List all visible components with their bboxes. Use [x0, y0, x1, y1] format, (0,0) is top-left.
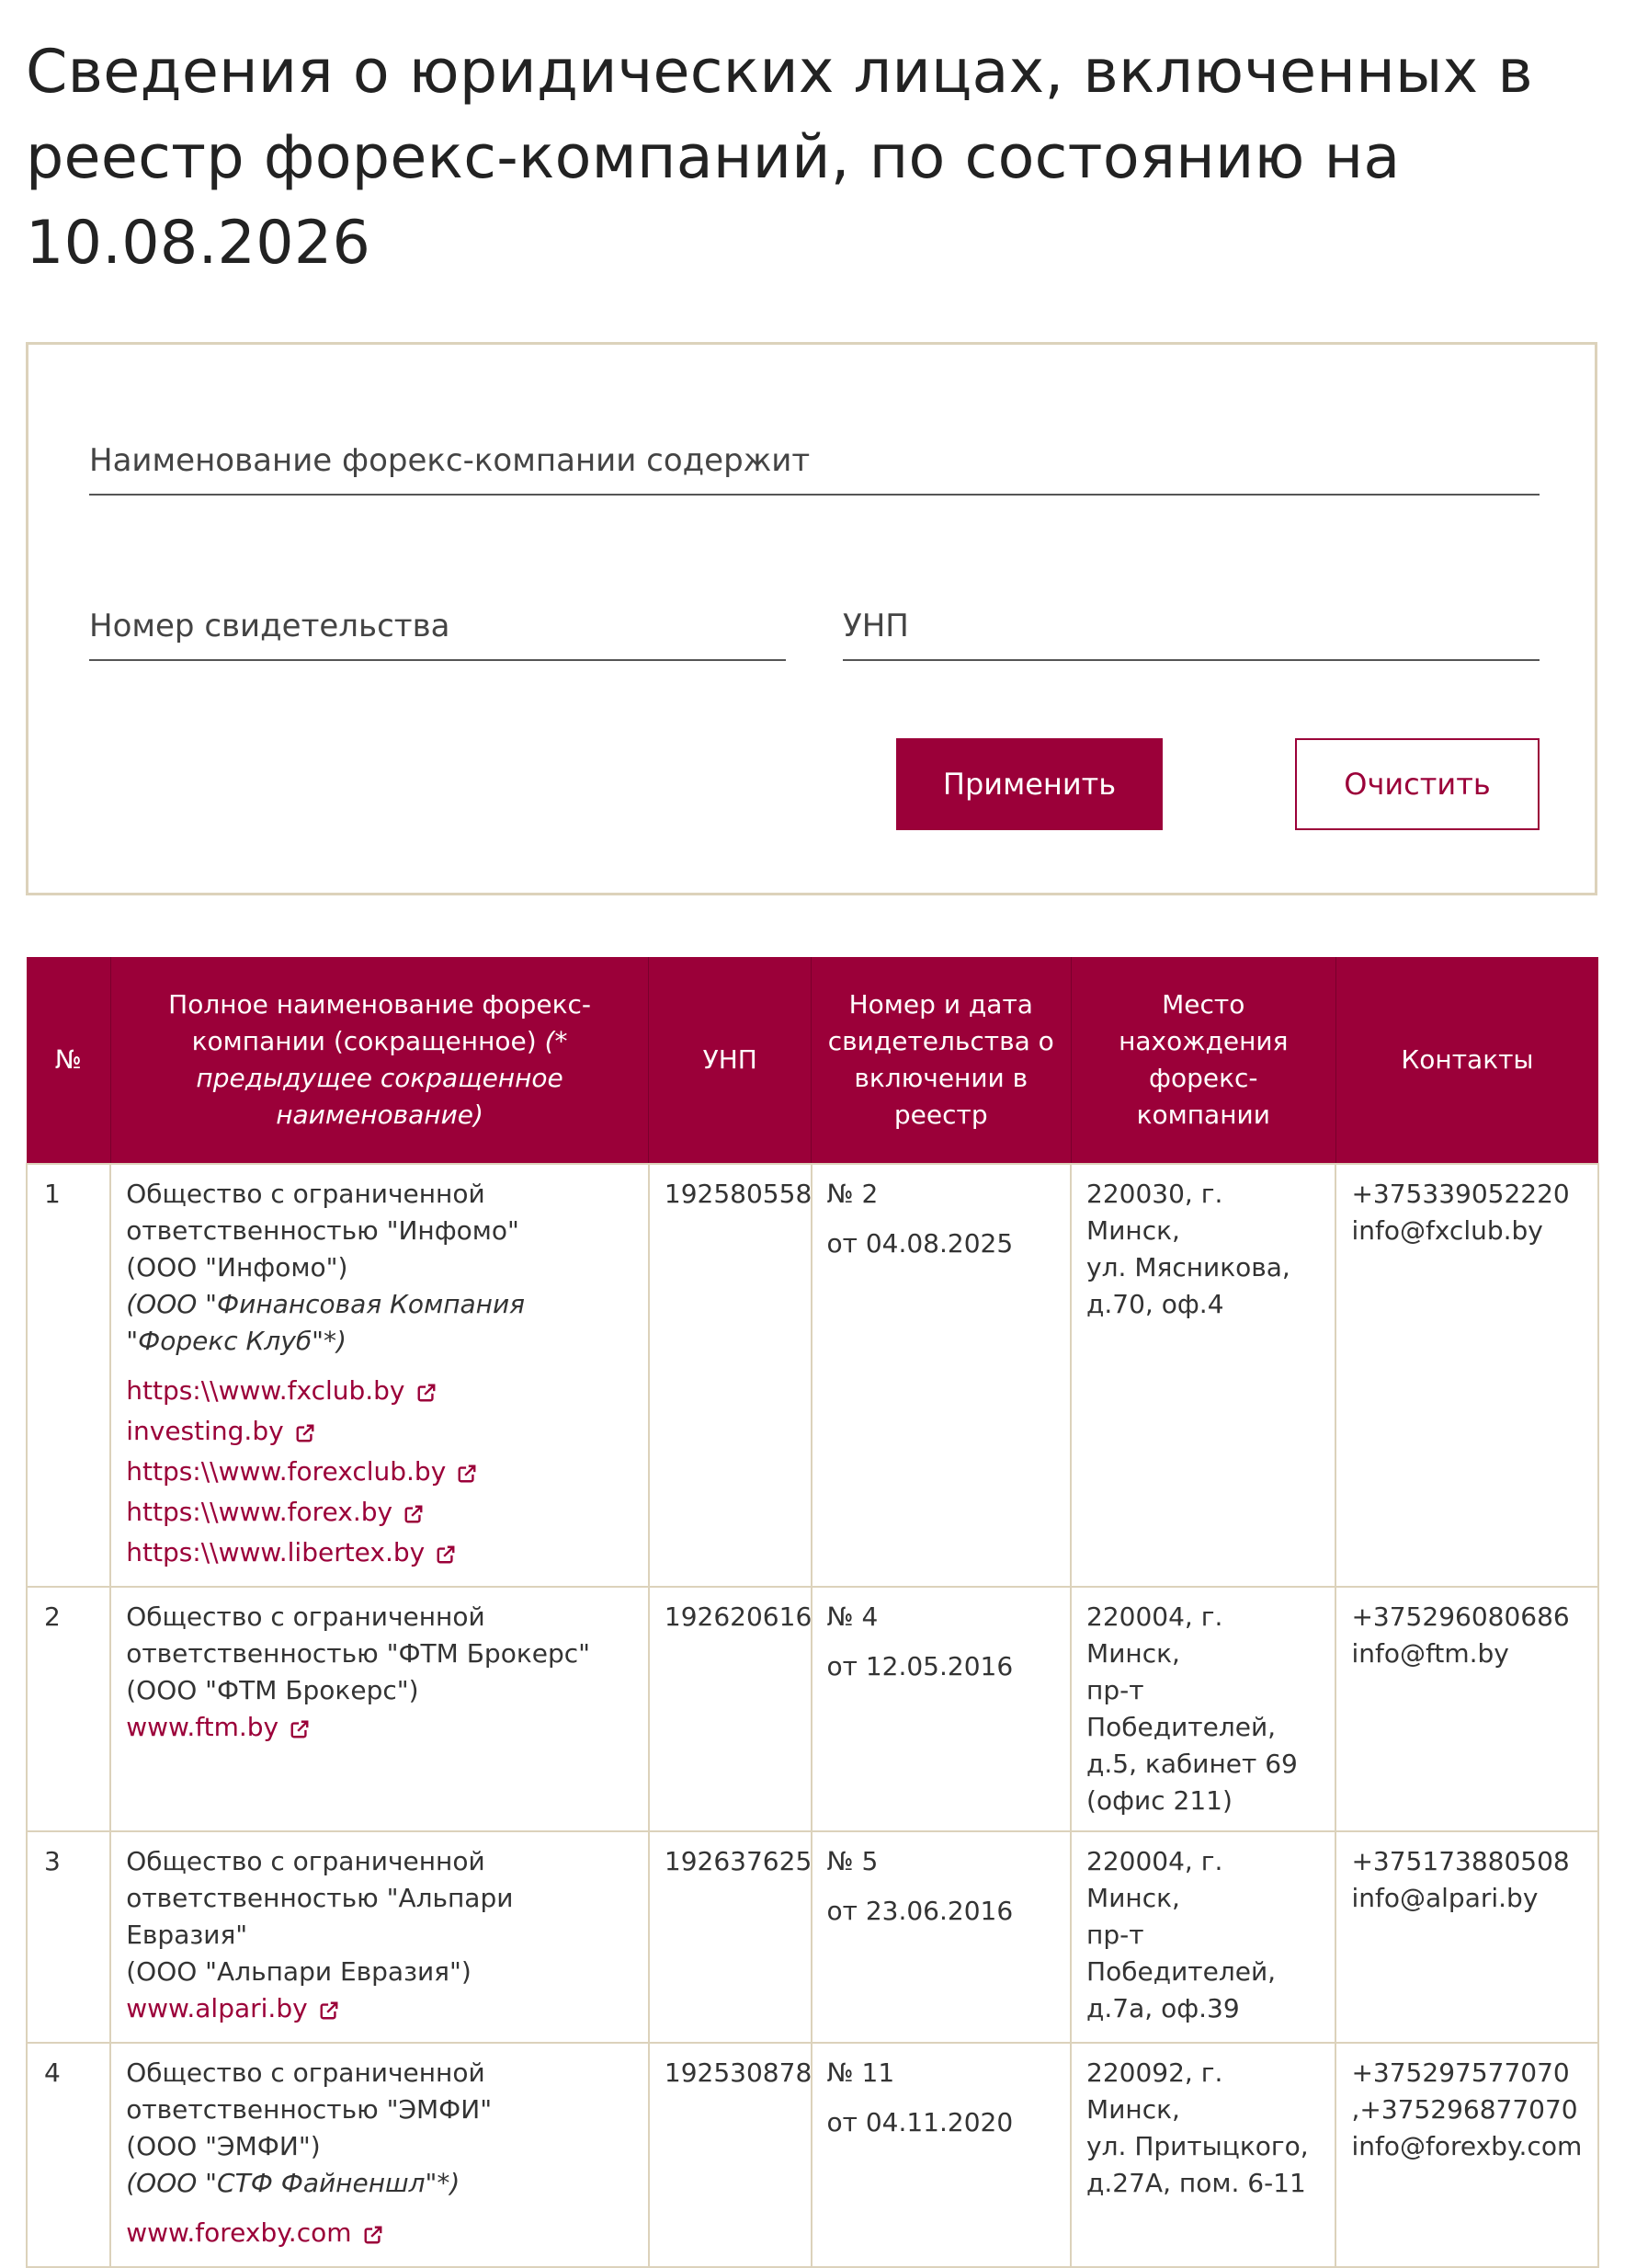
- website-link[interactable]: [126, 1494, 633, 1534]
- certificate-cell: [812, 1164, 1072, 1587]
- company-name-cell: [110, 1831, 649, 2043]
- page-title: Сведения о юридических лицах, включенных в реестр форекс-компаний, по состоянию на 10.08.2026: [26, 38, 1533, 278]
- col-header-unp: УНП: [649, 957, 812, 1164]
- certificate-date: от 23.06.2016: [826, 1896, 1014, 1926]
- row-number: 1: [27, 1164, 110, 1587]
- location-cell: [1071, 2043, 1335, 2267]
- website-link[interactable]: [126, 1453, 633, 1494]
- contact-line: +375297577070: [1351, 2057, 1570, 2088]
- website-link-text: https:\\www.fxclub.by: [126, 1375, 405, 1406]
- external-link-icon: [436, 1538, 456, 1575]
- previous-name: (ООО "Финансовая Компания "Форекс Клуб"*): [126, 1289, 526, 1356]
- location-cell: [1071, 1164, 1335, 1587]
- certificate-cell: [812, 2043, 1072, 2267]
- location-line: ул. Притыцкого,: [1086, 2131, 1309, 2161]
- location-line: д.70, оф.4: [1086, 1289, 1224, 1319]
- website-links: [126, 1709, 633, 1749]
- unp-field: [843, 593, 1540, 661]
- row-number: 4: [27, 2043, 110, 2267]
- external-link-icon: [403, 1498, 424, 1534]
- company-name-line: Общество с ограниченной: [126, 1601, 485, 1632]
- certificate-number: № 5: [826, 1846, 879, 1876]
- contacts-cell: [1335, 1831, 1598, 2043]
- external-link-icon: [319, 1994, 339, 2031]
- company-name-cell: [110, 1164, 649, 1587]
- location-line: д.5, кабинет 69: [1086, 1749, 1298, 1779]
- company-name-line: (ООО "Инфомо"): [126, 1252, 348, 1282]
- certificate-cell: [812, 1587, 1072, 1831]
- col-header-contacts: Контакты: [1335, 957, 1598, 1164]
- contact-line: info@forexby.com: [1351, 2131, 1583, 2161]
- location-line: пр-т Победителей,: [1086, 1920, 1277, 1987]
- company-name-line: Общество с ограниченной: [126, 1846, 485, 1876]
- website-link[interactable]: [126, 2215, 633, 2255]
- certificate-number: № 4: [826, 1601, 879, 1632]
- previous-name: (ООО "СТФ Файненшл"*): [126, 2168, 460, 2198]
- location-line: (офис 211): [1086, 1785, 1233, 1816]
- contact-line: info@alpari.by: [1351, 1883, 1539, 1913]
- col-header-name: [110, 957, 649, 1164]
- contact-line: ,+375296877070: [1351, 2094, 1578, 2125]
- location-line: ул. Мясникова,: [1086, 1252, 1290, 1282]
- table-row: [27, 1164, 1598, 1587]
- contact-line: +375296080686: [1351, 1601, 1570, 1632]
- col-header-no: №: [27, 957, 110, 1164]
- company-name-input[interactable]: [89, 427, 1540, 494]
- col-header-location: Место нахождения форекс-компании: [1071, 957, 1335, 1164]
- certificate-number: № 2: [826, 1179, 879, 1209]
- website-link[interactable]: [126, 1413, 633, 1453]
- company-name-cell: [110, 2043, 649, 2267]
- row-number: 2: [27, 1587, 110, 1831]
- clear-button[interactable]: Очистить: [1295, 738, 1540, 830]
- contact-line: info@fxclub.by: [1351, 1215, 1543, 1246]
- website-link-text: investing.by: [126, 1416, 284, 1446]
- website-link-text: https:\\www.forexclub.by: [126, 1456, 447, 1487]
- website-link-text: www.forexby.com: [126, 2217, 352, 2248]
- col-header-name-label: Полное наименование форекс-компании (сокращенное): [168, 989, 592, 1056]
- company-name-line: (ООО "ЭМФИ"): [126, 2131, 321, 2161]
- company-name-line: ответственностью "ФТМ Брокерс": [126, 1638, 591, 1669]
- unp-cell: 192580558: [649, 1164, 812, 1587]
- col-header-name-hint: (* предыдущее сокращенное наименование): [196, 1026, 568, 1130]
- col-header-certificate: Номер и дата свидетельства о включении в реестр: [812, 957, 1072, 1164]
- website-link-text: https:\\www.forex.by: [126, 1497, 393, 1527]
- filter-form: [26, 342, 1597, 895]
- row-number: 3: [27, 1831, 110, 2043]
- certificate-date: от 04.11.2020: [826, 2107, 1014, 2137]
- table-header-row: [27, 957, 1598, 1164]
- table-row: [27, 1831, 1598, 2043]
- certificate-cell: [812, 1831, 1072, 2043]
- unp-cell: 192620616: [649, 1587, 812, 1831]
- company-name-line: Общество с ограниченной: [126, 2057, 485, 2088]
- website-link[interactable]: [126, 1709, 633, 1749]
- website-link-text: https:\\www.libertex.by: [126, 1537, 426, 1567]
- website-links: [126, 1990, 633, 2031]
- external-link-icon: [457, 1457, 477, 1494]
- apply-button[interactable]: Применить: [896, 738, 1163, 830]
- company-name-line: Общество с ограниченной: [126, 1179, 485, 1209]
- location-line: 220004, г. Минск,: [1086, 1601, 1223, 1669]
- certificate-number-field: [89, 593, 786, 661]
- company-name-line: ответственностью "Инфомо": [126, 1215, 519, 1246]
- external-link-icon: [363, 2218, 383, 2255]
- unp-cell: 192637625: [649, 1831, 812, 2043]
- external-link-icon: [416, 1376, 437, 1413]
- table-row: [27, 1587, 1598, 1831]
- location-line: 220092, г. Минск,: [1086, 2057, 1223, 2125]
- location-line: д.7а, оф.39: [1086, 1993, 1240, 2023]
- contacts-cell: [1335, 1587, 1598, 1831]
- certificate-date: от 12.05.2016: [826, 1651, 1014, 1681]
- certificate-date: от 04.08.2025: [826, 1228, 1014, 1259]
- registry-table: [26, 957, 1599, 2268]
- unp-cell: 192530878: [649, 2043, 812, 2267]
- external-link-icon: [295, 1417, 315, 1453]
- website-link-text: www.ftm.by: [126, 1712, 279, 1742]
- location-line: д.27А, пом. 6-11: [1086, 2168, 1306, 2198]
- company-name-cell: [110, 1587, 649, 1831]
- certificate-number-input[interactable]: [89, 593, 786, 659]
- location-line: 220030, г. Минск,: [1086, 1179, 1223, 1246]
- company-name-line: (ООО "ФТМ Брокерс"): [126, 1675, 419, 1705]
- contact-line: +375173880508: [1351, 1846, 1570, 1876]
- website-link[interactable]: [126, 1373, 633, 1413]
- contacts-cell: [1335, 2043, 1598, 2267]
- website-link[interactable]: [126, 1990, 633, 2031]
- location-line: пр-т Победителей,: [1086, 1675, 1277, 1742]
- website-links: [126, 2215, 633, 2255]
- contact-line: +375339052220: [1351, 1179, 1570, 1209]
- location-cell: [1071, 1587, 1335, 1831]
- unp-input[interactable]: [843, 593, 1540, 659]
- external-link-icon: [290, 1713, 310, 1749]
- location-cell: [1071, 1831, 1335, 2043]
- table-body: [27, 1164, 1598, 2267]
- company-name-field: [89, 427, 1540, 496]
- company-name-line: ответственностью "Альпари Евразия": [126, 1883, 514, 1950]
- contacts-cell: [1335, 1164, 1598, 1587]
- website-links: [126, 1373, 633, 1575]
- company-name-line: (ООО "Альпари Евразия"): [126, 1956, 472, 1987]
- website-link-text: www.alpari.by: [126, 1993, 308, 2023]
- location-line: 220004, г. Минск,: [1086, 1846, 1223, 1913]
- table-row: [27, 2043, 1598, 2267]
- company-name-line: ответственностью "ЭМФИ": [126, 2094, 493, 2125]
- contact-line: info@ftm.by: [1351, 1638, 1509, 1669]
- certificate-number: № 11: [826, 2057, 895, 2088]
- website-link[interactable]: [126, 1534, 633, 1575]
